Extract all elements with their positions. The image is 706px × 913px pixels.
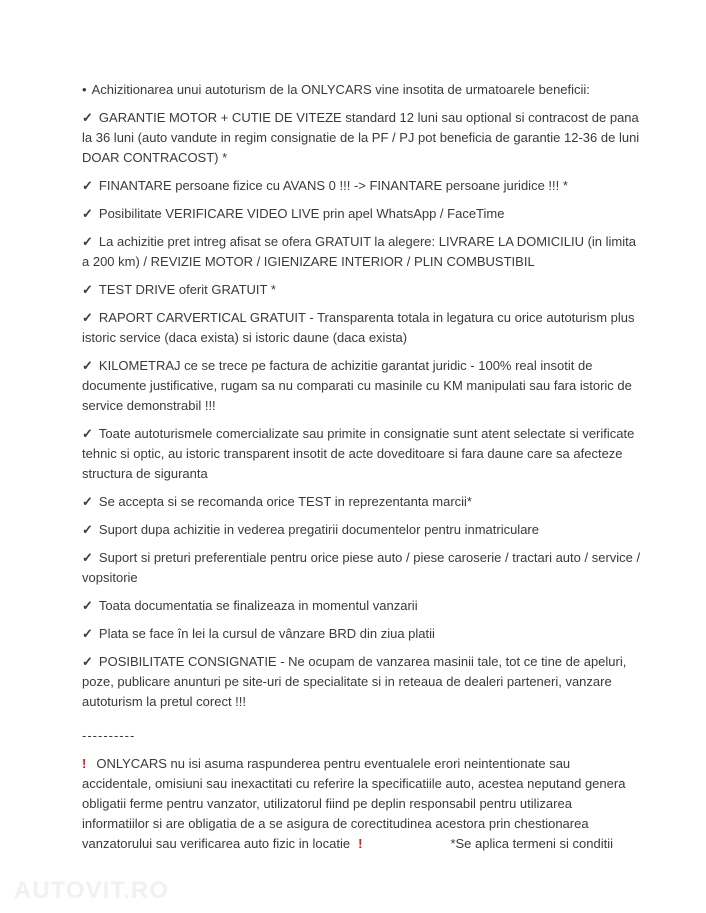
disclaimer-text: ONLYCARS nu isi asuma raspunderea pentru eventualele erori neintentionate sau accidentale, omisiuni sau inexactitati cu referire la specificatiile auto, acestea neputand genera obligatii ferme pentru vanzator, utilizatorul fiind pe deplin responsabil pentru utilizarea informatiilor si are obligatia de a se asigura de corectitudinea acestora prin chestionarea vanzatorului sau verificarea auto fizic in locatie (82, 756, 626, 851)
benefit-text: La achizitie pret intreg afisat se ofera GRATUIT la alegere: LIVRARE LA DOMICILIU (in limita a 200 km) / REVIZIE MOTOR / IGIENIZARE INTERIOR / PLIN COMBUSTIBIL (82, 234, 636, 269)
check-icon: ✓ (82, 426, 93, 441)
benefit-item (82, 232, 642, 272)
benefit-item (82, 624, 642, 644)
benefit-text: Toata documentatia se finalizeaza in momentul vanzarii (98, 598, 418, 613)
benefit-text: FINANTARE persoane fizice cu AVANS 0 !!! -> FINANTARE persoane juridice !!! * (98, 178, 568, 193)
check-icon: ✓ (82, 178, 93, 193)
check-icon: ✓ (82, 206, 93, 221)
terms-note: *Se aplica termeni si conditii (450, 836, 614, 851)
warning-icon: ! (82, 756, 87, 771)
check-icon: ✓ (82, 234, 93, 249)
benefit-item (82, 548, 642, 588)
benefit-text: KILOMETRAJ ce se trece pe factura de achizitie garantat juridic - 100% real insotit de documente justificative, rugam sa nu comparati cu masinile cu KM manipulati sau fara istoric de service demonstrabil !!! (82, 358, 632, 413)
benefit-item (82, 492, 642, 512)
benefit-text: Suport dupa achizitie in vederea pregatirii documentelor pentru inmatriculare (98, 522, 539, 537)
benefit-item (82, 308, 642, 348)
benefit-item (82, 280, 642, 300)
benefit-text: Toate autoturismele comercializate sau primite in consignatie sunt atent selectate si verificate tehnic si optic, au istoric transparent insotit de acte doveditoare si fara daune care sa afecteze structura de siguranta (82, 426, 635, 481)
check-icon: ✓ (82, 550, 93, 565)
intro-line (82, 80, 642, 100)
benefit-item (82, 204, 642, 224)
check-icon: ✓ (82, 110, 93, 125)
benefit-text: POSIBILITATE CONSIGNATIE - Ne ocupam de vanzarea masinii tale, tot ce tine de apeluri, poze, publicare anunturi pe site-uri de specialitate si in reteaua de dealeri parteneri, vanzare autoturism la pretul corect !!! (82, 654, 627, 709)
benefit-item (82, 176, 642, 196)
benefit-item (82, 520, 642, 540)
check-icon: ✓ (82, 282, 93, 297)
check-icon: ✓ (82, 522, 93, 537)
check-icon: ✓ (82, 494, 93, 509)
benefit-text: RAPORT CARVERTICAL GRATUIT - Transparenta totala in legatura cu orice autoturism plus istoric service (daca exista) si istoric daune (daca exista) (82, 310, 635, 345)
check-icon: ✓ (82, 358, 93, 373)
warning-icon: ! (358, 836, 363, 851)
benefit-text: Plata se face în lei la cursul de vânzare BRD din ziua platii (98, 626, 435, 641)
benefit-text: Suport si preturi preferentiale pentru orice piese auto / piese caroserie / tractari auto / service / vopsitorie (82, 550, 641, 585)
intro-text: Achizitionarea unui autoturism de la ONLYCARS vine insotita de urmatoarele beneficii: (91, 82, 590, 97)
bullet-icon: • (82, 82, 87, 97)
benefits-list (82, 108, 642, 712)
benefit-item (82, 356, 642, 416)
check-icon: ✓ (82, 626, 93, 641)
benefit-item (82, 108, 642, 168)
benefit-item (82, 424, 642, 484)
autovit-watermark: AUTOVIT.RO (14, 877, 169, 904)
check-icon: ✓ (82, 654, 93, 669)
disclaimer (82, 754, 642, 854)
benefit-item (82, 652, 642, 712)
separator-dashes: ---------- (82, 728, 136, 743)
benefit-item (82, 596, 642, 616)
check-icon: ✓ (82, 310, 93, 325)
benefit-text: TEST DRIVE oferit GRATUIT * (98, 282, 276, 297)
benefit-text: GARANTIE MOTOR + CUTIE DE VITEZE standard 12 luni sau optional si contracost de pana la 36 luni (auto vandute in regim consignatie de la PF / PJ pot beneficia de garantie 12-36 de luni DOAR CONTRACOST) * (82, 110, 640, 165)
benefit-text: Se accepta si se recomanda orice TEST in reprezentanta marcii* (98, 494, 472, 509)
benefit-text: Posibilitate VERIFICARE VIDEO LIVE prin apel WhatsApp / FaceTime (98, 206, 505, 221)
check-icon: ✓ (82, 598, 93, 613)
